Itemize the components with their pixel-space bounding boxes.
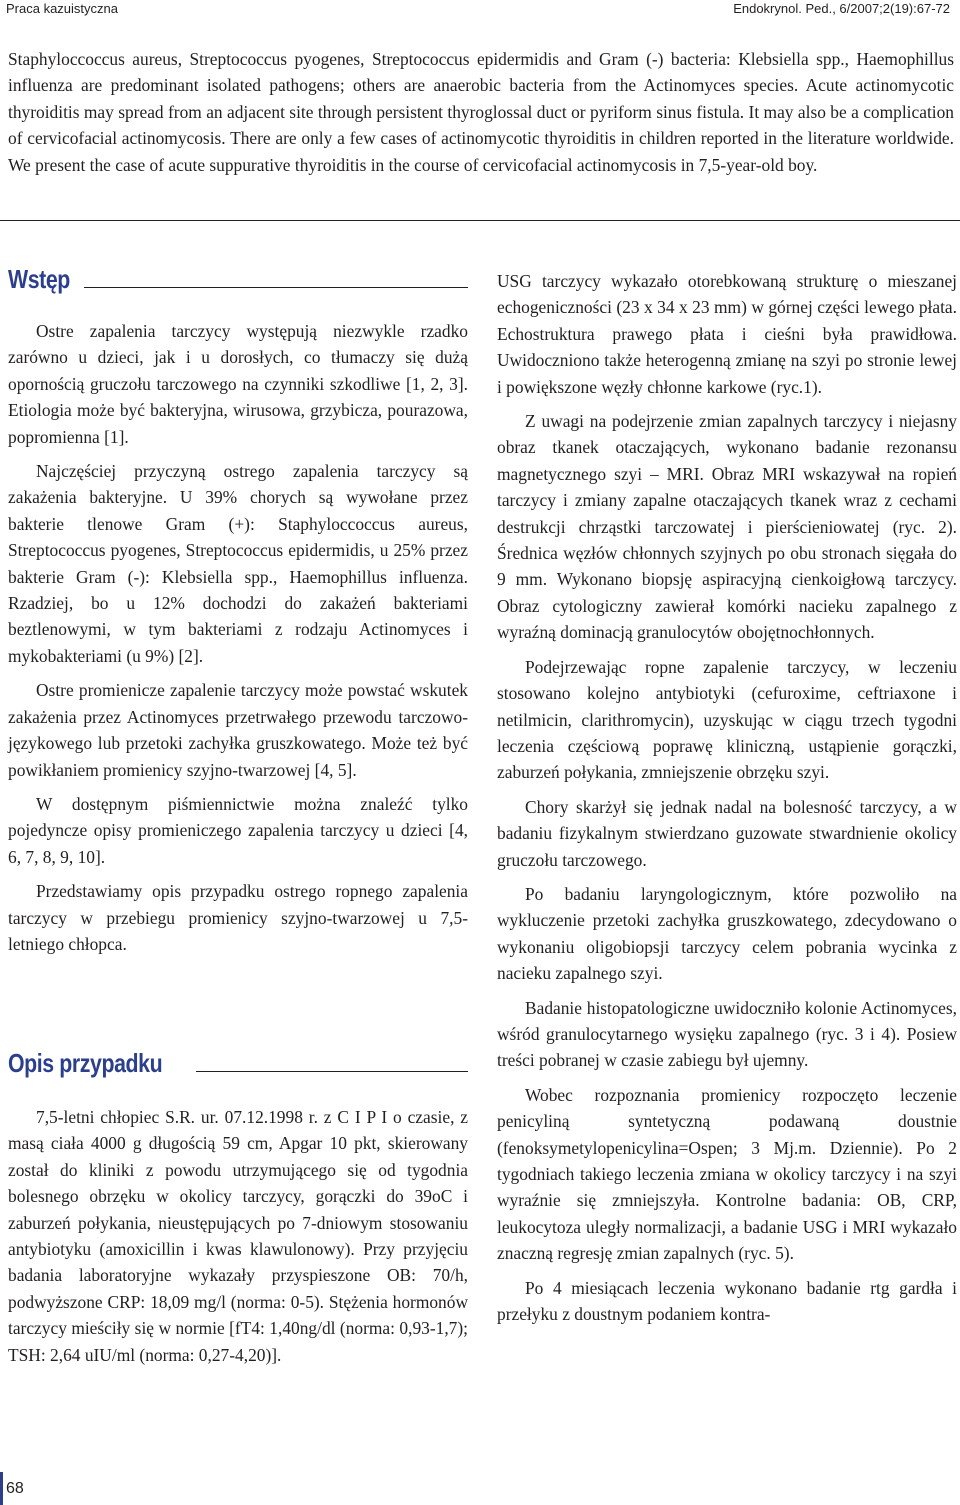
paragraph: Przedstawiamy opis przypadku ostrego ropnego zapalenia tarczycy w przebiegu promienicy szyjno-twarzowej u 7,5-letniego chłopca. xyxy=(8,881,468,954)
abstract-divider xyxy=(0,220,960,221)
page-number: 68 xyxy=(6,1480,24,1497)
section-heading-intro xyxy=(8,260,468,294)
footer-accent-bar xyxy=(0,1472,3,1505)
paragraph: 7,5-letni chłopiec S.R. ur. 07.12.1998 r. z C I P I o czasie, z masą ciała 4000 g długością 59 cm, Apgar 10 pkt, skierowany został do kliniki z powodu utrzymującego się od tygodnia bolesnego obrzęku w okolicy tarczycy, gorączki do 39oC i zaburzeń połykania, nieustępujących po 7-dniowym stosowaniu antybiotyku (amoxicillin i kwas klawulonowy). Przy przyjęciu badania laboratoryjne wykazały przyspieszone OB: 70/h, podwyższone CRP: 18,09 mg/l (norma: 0-5). Stężenia hormonów tarczycy mieściły się w normie [fT4: 1,40ng/dl (norma: 0,93-1,7); TSH: 2,64 uIU/ml (norma: 0,27-4,20)]. xyxy=(8,1107,468,1365)
paragraph: Podejrzewając ropne zapalenie tarczycy, w leczeniu stosowano kolejno antybiotyki (cefuroxime, ceftriaxone i netilmicin, clarithromycin), uzyskując w ciągu trzech tygodni leczenia częściową poprawę kliniczną, ustąpienie gorączki, zaburzeń połykania, zmniejszenie obrzęku szyi. xyxy=(497,656,957,783)
paragraph: Badanie histopatologiczne uwidoczniło kolonie Actinomyces, wśród granulocytarnego wysięku zapalnego (ryc. 3 i 4). Posiew treści pobranej w czasie zabiegu był ujemny. xyxy=(497,997,957,1071)
abstract-text: Staphyloccoccus aureus, Streptococcus pyogenes, Streptococcus epidermidis and Gram (-) bacteria: Klebsiella spp., Haemophillus influenza are predominant isolated pathogens; others are anaerobic bacteria from the Actinomyces species. Acute actinomycotic thyroiditis may spread from an adjacent site through persistent thyroglossal duct or pyriform sinus fistula. It may also be a complication of cervicofacial actinomycosis. There are only a few cases of actinomycotic thyroiditis in children reported in the literature worldwide. We present the case of acute suppurative thyroiditis in the course of cervicofacial actinomycosis in 7,5-year-old boy. xyxy=(8,49,954,175)
running-header xyxy=(0,0,960,17)
paragraph: Najczęściej przyczyną ostrego zapalenia tarczycy są zakażenia bakteryjne. U 39% chorych są wywołane przez bakterie tlenowe Gram (+): Staphyloccoccus aureus, Streptococcus pyogenes, Streptococcus epidermidis, u 25% przez bakterie Gram (-): Klebsiella spp., Haemophillus influenza. Rzadziej, bo u 12% dochodzi do zakażeń bakteriami beztlenowymi, w tym bakteriami z rodzaju Actinomyces i mykobakteriami (u 9%) [2]. xyxy=(8,461,468,666)
article-type-label: Praca kazuistyczna xyxy=(6,1,118,16)
paragraph: W dostępnym piśmiennictwie można znaleźć tylko pojedyncze opisy promieniczego zapalenia tarczycy u dzieci [4, 6, 7, 8, 9, 10]. xyxy=(8,793,468,867)
case-body xyxy=(8,1104,468,1376)
paragraph: Z uwagi na podejrzenie zmian zapalnych tarczycy i niejasny obraz tkanek otaczających, wykonano badanie rezonansu magnetycznego szyi – MRI. Obraz MRI wskazywał na ropień tarczycy i zmiany zapalne otaczających tkanek wraz z cechami destrukcji chrząstki tarczowatej i pierścieniowatej (ryc. 2). Średnica węzłów chłonnych szyjnych po obu stronach sięgała do 9 mm. Wykonano biopsję aspiracyjną cienkoigłową tarczycy. Obraz cytologiczny zawierał komórki nacieku zapalnego z wyraźną dominacją granulocytów obojętnochłonnych. xyxy=(497,411,957,643)
right-column-body xyxy=(497,268,957,1335)
heading-rule xyxy=(84,287,469,288)
paragraph: USG tarczycy wykazało otorebkowaną strukturę o mieszanej echogeniczności (23 x 34 x 23 mm) w górnej części lewego płata. Echostruktura prawego płata i cieśni była prawidłowa. Uwidoczniono także heterogenną zmianę na szyi po stronie lewej i powiększone węzły chłonne karkowe (ryc.1). xyxy=(497,271,957,397)
paragraph: Ostre zapalenia tarczycy występują niezwykle rzadko zarówno u dzieci, jak i u dorosłych, co tłumaczy się dużą opornością gruczołu tarczowego na czynniki szkodliwe [1, 2, 3]. Etiologia może być bakteryjna, wirusowa, grzybicza, pourazowa, popromienna [1]. xyxy=(8,321,468,447)
section-title-case: Opis przypadku xyxy=(8,1048,163,1078)
paragraph: Po 4 miesiącach leczenia wykonano badanie rtg gardła i przełyku z doustnym podaniem kontra- xyxy=(497,1277,957,1325)
paragraph: Ostre promienicze zapalenie tarczycy może powstać wskutek zakażenia przez Actinomyces przetrwałego przewodu tarczowo-językowego lub przetoki zachyłka gruszkowatego. Może też być powikłaniem promienicy szyjno-twarzowej [4, 5]. xyxy=(8,680,468,780)
section-heading-case xyxy=(8,1044,468,1078)
heading-rule xyxy=(196,1071,468,1072)
intro-body xyxy=(8,318,468,965)
paragraph: Chory skarżył się jednak nadal na bolesność tarczycy, a w badaniu fizykalnym stwierdzano guzowate stwardnienie okolicy gruczołu tarczowego. xyxy=(497,796,957,870)
paragraph: Po badaniu laryngologicznym, które pozwoliło na wykluczenie przetoki zachyłka gruszkowatego, zdecydowano o wykonaniu oligobiopsji tarczycy celem pobrania wycinka z nacieku zapalnego szyi. xyxy=(497,883,957,984)
paragraph: Wobec rozpoznania promienicy rozpoczęto leczenie penicyliną syntetyczną podawaną doustnie (fenoksymetylopenicylina=Ospen; 3 Mj.m. Dziennie). Po 2 tygodniach takiego leczenia zmiana w okolicy tarczycy i na szyi wyraźnie się zmniejszyła. Kontrolne badania: OB, CRP, leukocytoza uległy normalizacji, a badanie USG i MRI wykazało znaczną regresję zmian zapalnych (ryc. 5). xyxy=(497,1084,957,1264)
section-title-intro: Wstęp xyxy=(8,264,70,294)
journal-citation: Endokrynol. Ped., 6/2007;2(19):67-72 xyxy=(733,1,950,16)
